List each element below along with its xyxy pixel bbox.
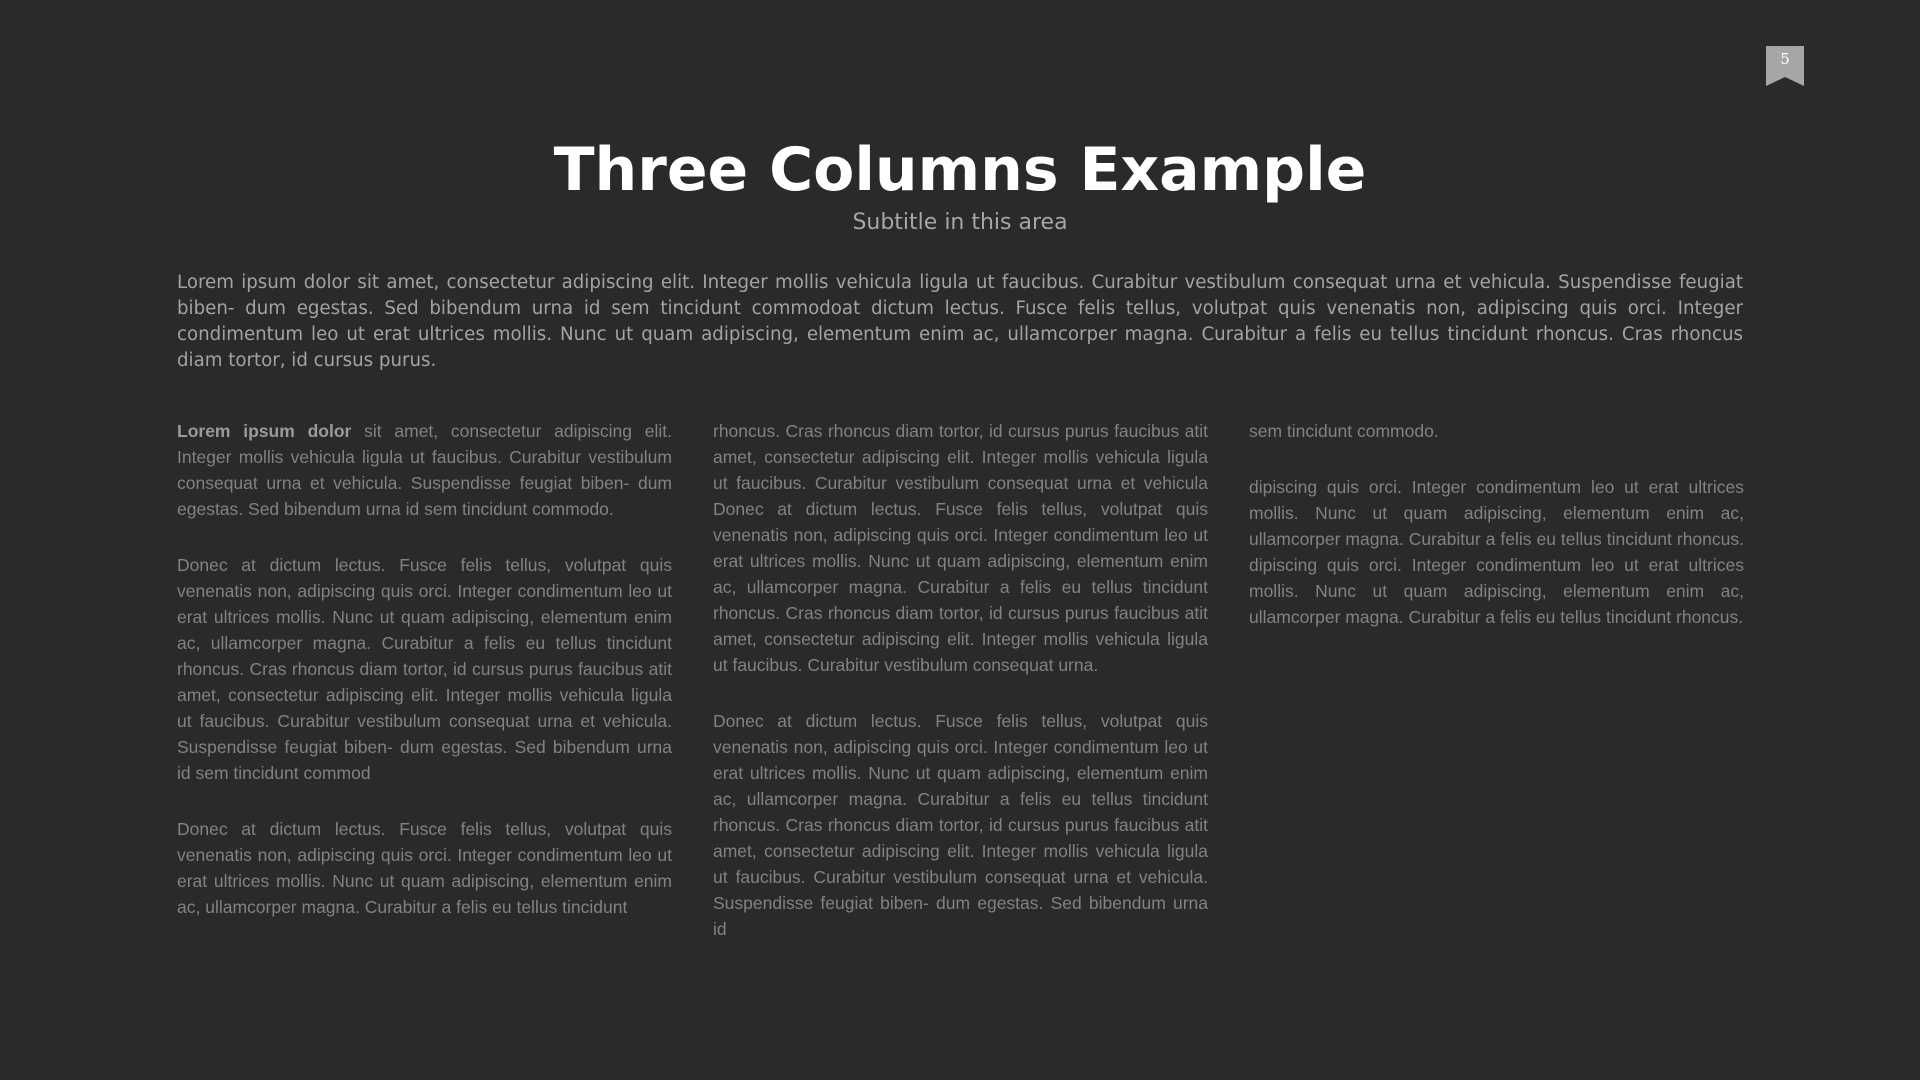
slide-subtitle: Subtitle in this area	[852, 210, 1068, 235]
page-number-badge	[1766, 46, 1804, 86]
slide-title: Three Columns Example	[553, 135, 1367, 205]
column-paragraph: Donec at dictum lectus. Fusce felis tellus, volutpat quis venenatis non, adipiscing quis orci. Integer condimentum leo ut erat ultrices mollis. Nunc ut quam adipiscing, elementum enim ac, ullamcorper magna. Curabitur a felis eu tellus tincidunt rhoncus. Cras rhoncus diam tortor, id cursus purus faucibus atit amet, consectetur adipiscing elit. Integer mollis vehicula ligula ut faucibus. Curabitur vestibulum consequat urna et vehicula. Suspendisse feugiat biben- dum egestas. Sed bibendum urna id sem tincidunt commod	[177, 555, 672, 783]
column-3	[1249, 418, 1744, 918]
column-paragraph: rhoncus. Cras rhoncus diam tortor, id cursus purus faucibus atit amet, consectetur adipiscing elit. Integer mollis vehicula ligula ut faucibus. Curabitur vestibulum consequat urna et vehicula Donec at dictum lectus. Fusce felis tellus, volutpat quis venenatis non, adipiscing quis orci. Integer condimentum leo ut erat ultrices mollis. Nunc ut quam adipiscing, elementum enim ac, ullamcorper magna. Curabitur a felis eu tellus tincidunt rhoncus. Cras rhoncus diam tortor, id cursus purus faucibus atit amet, consectetur adipiscing elit. Integer mollis vehicula ligula ut faucibus. Curabitur vestibulum consequat urna.	[713, 421, 1208, 675]
paragraph-text: sit amet, consectetur adipiscing elit. Integer mollis vehicula ligula ut faucibus. Curabitur vestibulum consequat urna et vehicula. Suspendisse feugiat biben- dum egestas. Sed bibendum urna id sem tincidunt commodo.	[177, 421, 673, 519]
column-2	[713, 418, 1208, 939]
column-1	[177, 418, 672, 918]
column-paragraph	[177, 418, 672, 522]
intro-paragraph: Lorem ipsum dolor sit amet, consectetur adipiscing elit. Integer mollis vehicula ligula ut faucibus. Curabitur vestibulum consequat urna et vehicula. Suspendisse feugiat biben- dum egestas. Sed bibendum urna id sem tincidunt commodoat dictum lectus. Fusce felis tellus, volutpat quis venenatis non, adipiscing quis orci. Integer condimentum leo ut erat ultrices mollis. Nunc ut quam adipiscing, elementum enim ac, ullamcorper magna. Curabitur a felis eu tellus tincidunt rhoncus. Cras rhoncus diam tortor, id cursus purus.	[177, 272, 1743, 371]
column-paragraph: Donec at dictum lectus. Fusce felis tellus, volutpat quis venenatis non, adipiscing quis orci. Integer condimentum leo ut erat ultrices mollis. Nunc ut quam adipiscing, elementum enim ac, ullamcorper magna. Curabitur a felis eu tellus tincidunt rhoncus. Cras rhoncus diam tortor, id cursus purus faucibus atit amet, consectetur adipiscing elit. Integer mollis vehicula ligula ut faucibus. Curabitur vestibulum consequat urna et vehicula. Suspendisse feugiat biben- dum egestas. Sed bibendum urna id	[713, 711, 1208, 939]
paragraph-lead: Lorem ipsum dolor	[177, 421, 352, 441]
column-paragraph: dipiscing quis orci. Integer condimentum leo ut erat ultrices mollis. Nunc ut quam adipiscing, elementum enim ac, ullamcorper magna. Curabitur a felis eu tellus tincidunt rhoncus. dipiscing quis orci. Integer condimentum leo ut erat ultrices mollis. Nunc ut quam adipiscing, elementum enim ac, ullamcorper magna. Curabitur a felis eu tellus tincidunt rhoncus.	[1249, 477, 1744, 627]
page-number: 5	[1780, 50, 1790, 68]
column-paragraph: sem tincidunt commodo.	[1249, 421, 1439, 441]
column-paragraph: Donec at dictum lectus. Fusce felis tellus, volutpat quis venenatis non, adipiscing quis orci. Integer condimentum leo ut erat ultrices mollis. Nunc ut quam adipiscing, elementum enim ac, ullamcorper magna. Curabitur a felis eu tellus tincidunt	[177, 819, 672, 917]
